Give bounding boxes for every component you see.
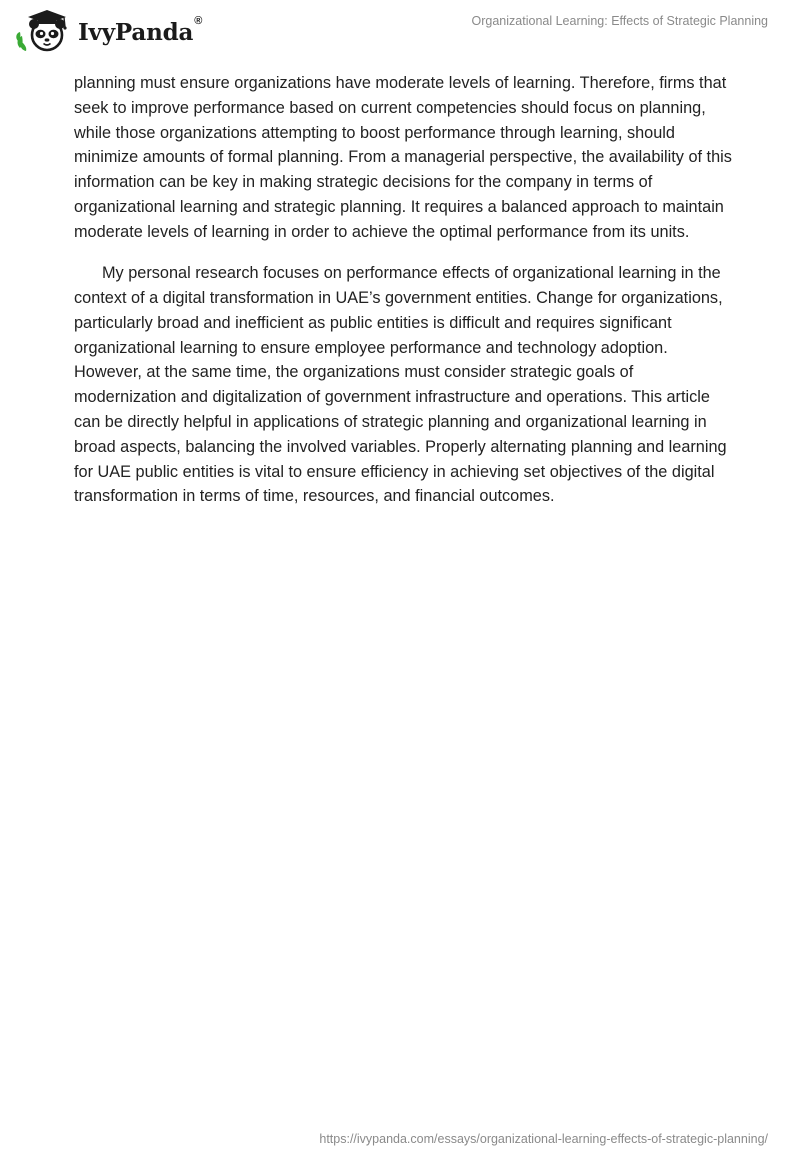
brand-name: IvyPanda® [78,14,203,46]
paragraph-1: planning must ensure organizations have moderate levels of learning. Therefore, firms that seek to improve performance based on current competencies should focus on planning, while those organizations attempting to boost performance through learning, should minimize amounts of formal planning. From a managerial perspective, the availability of this information can be key in making strategic decisions for the company in terms of organizational learning and strategic planning. It requires a balanced approach to maintain moderate levels of learning in order to achieve the optimal performance from its units. [74,74,732,241]
panda-graduation-cap-icon [14,8,72,54]
page-header [0,0,800,62]
document-title: Organizational Learning: Effects of Strategic Planning [471,14,768,28]
ivypanda-logo[interactable] [14,8,202,54]
essay-body [74,71,734,509]
registered-mark: ® [194,14,203,27]
source-url-link[interactable]: https://ivypanda.com/essays/organizational-learning-effects-of-strategic-planning/ [319,1132,768,1146]
paragraph-2: My personal research focuses on performance effects of organizational learning in the context of a digital transformation in UAE’s government entities. Change for organizations, particularly broad and inefficient as public entities is difficult and requires significant organizational learning to ensure employee performance and technology adoption. However, at the same time, the organizations must consider strategic goals of modernization and digitalization of government infrastructure and operations. This article can be directly helpful in applications of strategic planning and organizational learning in broad aspects, balancing the involved variables. Properly alternating planning and learning for UAE public entities is vital to ensure efficiency in achieving set objectives of the digital transformation in terms of time, resources, and financial outcomes. [74,264,727,506]
